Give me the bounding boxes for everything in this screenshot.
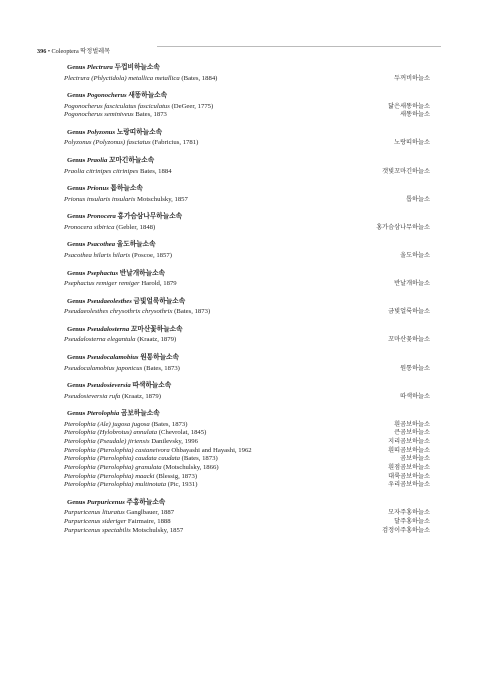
species-korean-name: 검정이주홍하늘소 xyxy=(382,526,430,534)
genus-block xyxy=(66,381,430,401)
genus-heading xyxy=(66,498,430,507)
species-author: Ganglbauer, 1887 xyxy=(126,509,175,517)
species-korean-name: 지리곰보하늘소 xyxy=(388,438,430,446)
genus-heading xyxy=(66,381,430,390)
genus-block xyxy=(66,325,430,345)
species-name: Pterolophia (Ale) jugosa jugosa xyxy=(64,420,150,428)
genus-label: Genus xyxy=(67,269,86,277)
species-row xyxy=(64,393,430,402)
species-korean-name: 흰띠곰보하늘소 xyxy=(388,446,430,454)
genus-name: Pogonocherus xyxy=(86,92,127,100)
page-number: 396 xyxy=(37,48,47,55)
genus-label: Genus xyxy=(67,92,86,100)
genus-name: Pseudaeolesthes xyxy=(86,297,132,305)
species-author: (DeGeer, 1775) xyxy=(171,102,214,110)
species-korean-name: 달주홍하늘소 xyxy=(394,518,430,526)
species-author: Motschulsky, 1857 xyxy=(132,526,184,534)
species-author: Motschulsky, 1857 xyxy=(137,195,188,203)
species-author: (Bates, 1873) xyxy=(151,420,188,428)
species-row xyxy=(64,421,430,430)
genus-name: Polyzonus xyxy=(86,128,116,136)
genus-korean-name: 꼬마긴하늘소속 xyxy=(109,157,155,165)
header-rule xyxy=(157,46,441,47)
genus-label: Genus xyxy=(67,185,86,193)
species-row xyxy=(64,308,430,317)
species-korean-name: 홍가슴삼나무하늘소 xyxy=(376,223,430,231)
species-author: Bates, 1873 xyxy=(135,111,167,119)
genus-korean-name: 울도하늘소속 xyxy=(116,241,156,249)
species-author: Fairmaire, 1888 xyxy=(127,518,171,526)
species-korean-name: 갯빛꼬마긴하늘소 xyxy=(382,167,430,175)
species-name: Pseudalosterna elegantula xyxy=(64,336,136,344)
genus-heading xyxy=(66,240,430,249)
species-korean-name: 울도하늘소 xyxy=(400,251,430,259)
species-korean-name: 흰곰보하늘소 xyxy=(394,420,430,428)
species-name: Pterolophia (Pterolophia) multinotata xyxy=(64,481,167,489)
species-row xyxy=(64,139,430,148)
genus-korean-name: 금빛얼룩하늘소속 xyxy=(133,297,186,305)
species-korean-name: 큰곰보하늘소 xyxy=(394,429,430,437)
species-author: Harold, 1879 xyxy=(141,280,177,288)
species-name: Polyzonus (Polyzonus) fasciatus xyxy=(64,139,151,147)
genus-heading xyxy=(66,212,430,221)
species-korean-name: 노랑띠하늘소 xyxy=(394,139,430,147)
species-name: Psephactus remiger remiger xyxy=(64,280,140,288)
species-author: (Bates, 1873) xyxy=(143,364,180,372)
genus-label: Genus xyxy=(67,213,86,221)
species-row xyxy=(64,473,430,482)
species-korean-name: 꼬마산꽃하늘소 xyxy=(388,336,430,344)
genus-name: Pronocera xyxy=(86,213,116,221)
species-korean-name: 곰보하늘소 xyxy=(400,455,430,463)
genus-name: Prionus xyxy=(86,185,109,193)
species-author: (Poscoe, 1857) xyxy=(131,251,172,259)
species-korean-name: 닮은새똥하늘소 xyxy=(388,102,430,110)
genus-label: Genus xyxy=(67,297,86,305)
genus-name: Pseudocalamobius xyxy=(86,354,139,362)
genus-name: Plectrura xyxy=(86,64,113,71)
species-name: Pronocera sibirica xyxy=(64,223,115,231)
genus-name: Pterolophia xyxy=(86,410,120,418)
species-korean-name: 모자주홍하늘소 xyxy=(388,509,430,517)
species-name: Pseudaeolesthes chrysothrix chrysothrix xyxy=(64,308,173,316)
species-name: Pterolophia (Pterolophia) castaneivora xyxy=(64,446,170,454)
genus-block xyxy=(66,63,430,83)
species-row xyxy=(64,252,430,261)
genus-label: Genus xyxy=(67,410,86,418)
genus-heading xyxy=(66,409,430,418)
section-title: Coleoptera 딱정벌레목 xyxy=(51,48,111,55)
species-author: (Motschulsky, 1866) xyxy=(163,464,219,472)
genus-korean-name: 톱하늘소속 xyxy=(110,185,143,193)
genus-label: Genus xyxy=(67,382,86,390)
genus-block xyxy=(66,240,430,260)
genus-heading xyxy=(66,353,430,362)
species-korean-name: 흰점곰보하늘소 xyxy=(388,464,430,472)
species-name: Prionus insularis insularis xyxy=(64,195,136,203)
species-name: Purpuricenus sideriger xyxy=(64,518,127,526)
genus-heading xyxy=(66,184,430,193)
genus-korean-name: 곰보하늘소속 xyxy=(120,410,160,418)
species-name: Pseudosieversia rufa xyxy=(64,392,121,400)
genus-block xyxy=(66,91,430,120)
species-author: (Bates, 1873) xyxy=(181,455,218,463)
species-author: Danilevsky, 1996 xyxy=(151,438,198,446)
species-name: Pogonocherus fasciculatus fasciculatus xyxy=(64,102,170,110)
species-korean-name: 새똥하늘소 xyxy=(400,111,430,119)
species-name: Pogonocherus seminiveus xyxy=(64,111,134,119)
species-row xyxy=(64,365,430,374)
species-name: Pterolophia (Hylobrotus) annulata xyxy=(64,429,158,437)
genus-heading xyxy=(66,325,430,334)
genus-heading xyxy=(66,156,430,165)
species-row xyxy=(64,111,430,120)
genus-korean-name: 새똥하늘소속 xyxy=(128,92,168,100)
species-author: Bates, 1884 xyxy=(139,167,172,175)
genus-label: Genus xyxy=(67,128,86,136)
species-author: (Pic, 1931) xyxy=(167,481,198,489)
species-row xyxy=(64,429,430,438)
species-author: (Blessig, 1873) xyxy=(156,472,198,480)
genus-label: Genus xyxy=(67,64,86,71)
species-row xyxy=(64,224,430,233)
genus-block xyxy=(66,212,430,232)
genus-name: Psephactus xyxy=(86,269,119,277)
genus-label: Genus xyxy=(67,354,86,362)
species-row xyxy=(64,509,430,518)
genus-korean-name: 주홍하늘소속 xyxy=(126,498,166,506)
genus-korean-name: 노랑띠하늘소속 xyxy=(116,128,163,136)
species-korean-name: 원통하늘소 xyxy=(400,364,430,372)
genus-label: Genus xyxy=(67,241,86,249)
genus-heading xyxy=(66,128,430,137)
genus-block xyxy=(66,269,430,289)
species-korean-name: 따색하늘소 xyxy=(400,392,430,400)
genus-name: Psacothea xyxy=(86,241,116,249)
species-row xyxy=(64,438,430,447)
genus-korean-name: 따색하늘소속 xyxy=(132,382,172,390)
genus-korean-name: 홍가슴삼나무하늘소속 xyxy=(117,213,183,221)
species-row xyxy=(64,518,430,527)
genus-heading xyxy=(66,91,430,100)
page-header xyxy=(37,40,441,55)
genus-block xyxy=(66,297,430,317)
genus-name: Purpuricenus xyxy=(86,498,125,506)
species-author: (Bates, 1884) xyxy=(181,74,218,82)
species-name: Pterolophia (Pterolophia) maacki xyxy=(64,472,155,480)
species-korean-name: 반날개하늘소 xyxy=(394,280,430,288)
species-author: (Kraatz, 1879) xyxy=(137,336,177,344)
species-list xyxy=(66,63,430,543)
species-name: Pterolophia (Pterolophia) caudata caudata xyxy=(64,455,180,463)
species-row xyxy=(64,75,430,84)
species-name: Pterolophia (Pseudale) jiriensis xyxy=(64,438,150,446)
species-name: Plectrura (Phlyctidola) metallica metallica xyxy=(64,74,180,82)
genus-block xyxy=(66,498,430,535)
species-author: (Bates, 1873) xyxy=(174,308,211,316)
genus-name: Pseudalosterna xyxy=(86,325,130,333)
genus-heading xyxy=(66,269,430,278)
species-korean-name: 대륙곰보하늘소 xyxy=(388,472,430,480)
genus-heading xyxy=(66,63,430,72)
species-name: Praolia citrinipes citrinipes xyxy=(64,167,139,175)
species-author: (Fabricius, 1781) xyxy=(152,139,199,147)
species-author: Ohbayashi and Hayashi, 1962 xyxy=(171,446,252,454)
genus-label: Genus xyxy=(67,157,86,165)
species-row xyxy=(64,103,430,112)
genus-block xyxy=(66,409,430,490)
species-korean-name: 톱하늘소 xyxy=(406,195,430,203)
genus-korean-name: 두껍비하늘소속 xyxy=(114,64,160,71)
species-row xyxy=(64,481,430,490)
species-row xyxy=(64,447,430,456)
species-name: Pseudocalamobius japonicus xyxy=(64,364,143,372)
genus-label: Genus xyxy=(67,325,86,333)
species-row xyxy=(64,527,430,536)
species-row xyxy=(64,196,430,205)
species-name: Pterolophia (Pterolophia) granulata xyxy=(64,464,162,472)
species-korean-name: 금빛얼룩하늘소 xyxy=(388,308,430,316)
species-author: (Gebler, 1848) xyxy=(116,223,156,231)
species-name: Purpuricenus lituratus xyxy=(64,509,125,517)
species-korean-name: 두꺼비하늘소 xyxy=(394,74,430,82)
species-name: Psacothea hilaris hilaris xyxy=(64,251,131,259)
genus-block xyxy=(66,128,430,148)
genus-name: Pseudosieversia xyxy=(86,382,131,390)
species-name: Purpuricenus spectabilis xyxy=(64,526,131,534)
genus-name: Praolia xyxy=(86,157,108,165)
species-row xyxy=(64,336,430,345)
genus-block xyxy=(66,353,430,373)
genus-block xyxy=(66,156,430,176)
genus-heading xyxy=(66,297,430,306)
genus-label: Genus xyxy=(67,498,86,506)
species-row xyxy=(64,168,430,177)
genus-korean-name: 원통하늘소속 xyxy=(140,354,179,362)
genus-korean-name: 꼬마산꽃하늘소속 xyxy=(130,325,183,333)
species-row xyxy=(64,455,430,464)
genus-korean-name: 반날개하늘소속 xyxy=(119,269,166,277)
header-bullet: • xyxy=(47,48,50,55)
genus-block xyxy=(66,184,430,204)
species-row xyxy=(64,464,430,473)
species-author: (Kraatz, 1879) xyxy=(121,392,161,400)
species-row xyxy=(64,280,430,289)
species-author: (Chevrolat, 1845) xyxy=(158,429,207,437)
species-korean-name: 우리곰보하늘소 xyxy=(388,481,430,489)
